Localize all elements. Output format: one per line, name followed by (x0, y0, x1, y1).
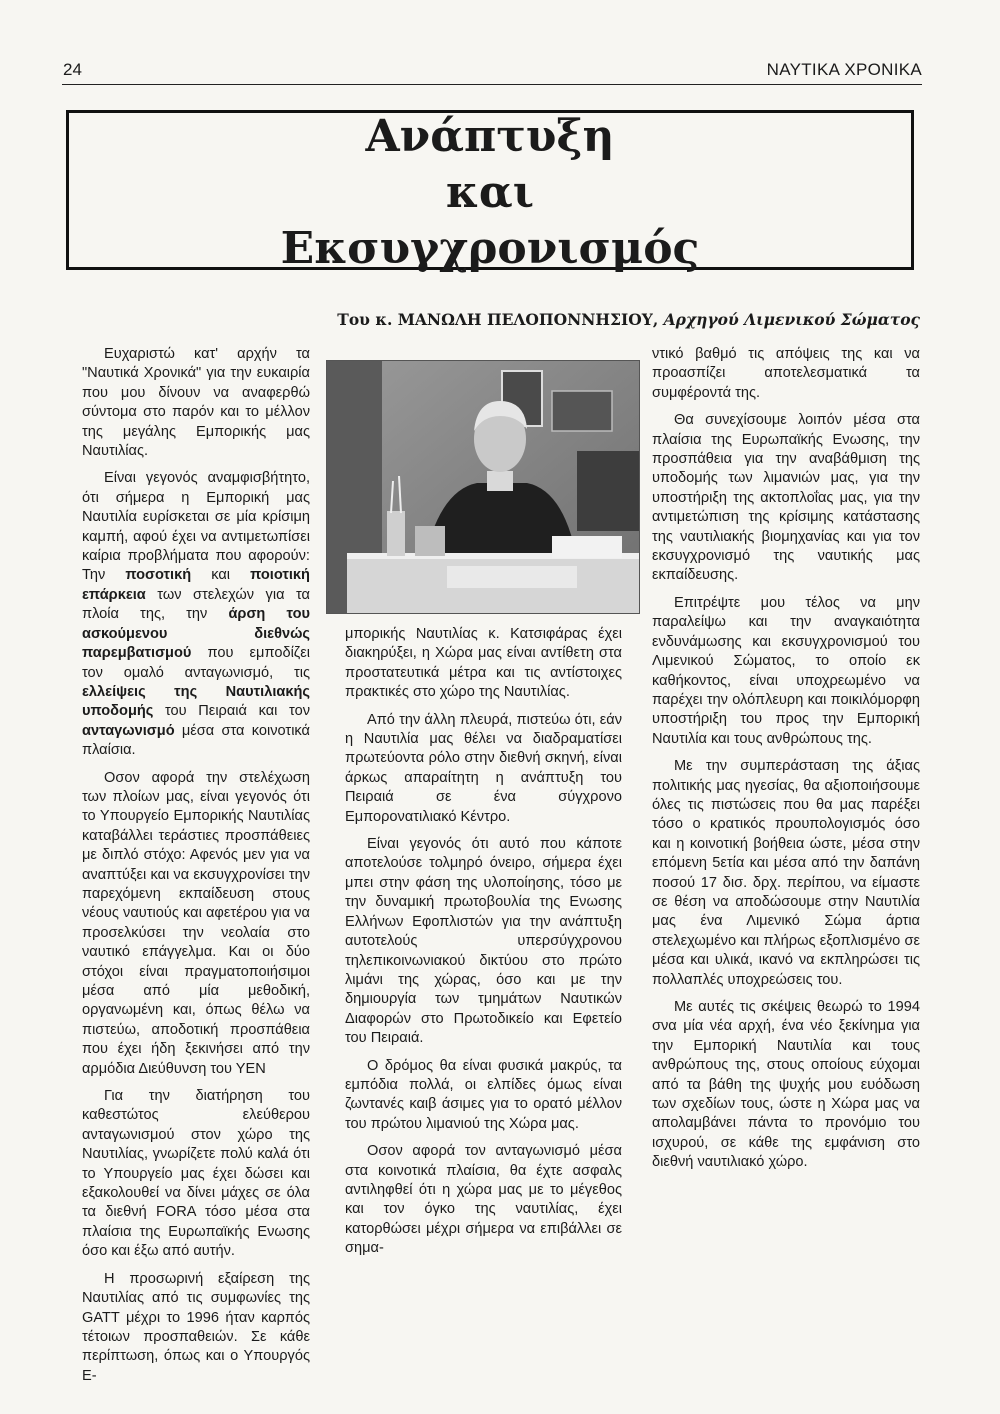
paragraph: Ο δρόμος θα είναι φυσικά μακρύς, τα εμπόδια πολλά, οι ελπίδες όμως είναι ζωντανές καιβ άσιμες για το ορατό μέλλον του πρώτου λιμανιού της Χώρα μας. (345, 1057, 622, 1132)
column-1 (82, 345, 310, 1394)
paragraph: Επιτρέψτε μου τέλος να μην παραλείψω και την αναγκαιότητα ενδυνάμωσης και εκσυγχρονισμού του Λιμενικού Σώματος, το οποίο εκ καθήκοντος, είναι υποχρεωμένο να παρέχει την ολόπλευρη και ποικιλόμορφη υποστήριξη του προς την Εμπορική Ναυτιλία και τους ανθρώπους της. (652, 594, 920, 747)
emphasis: άρση του ασκούμενου διεθνώς παρεμβατισμού (82, 606, 310, 662)
title-line-2: και (445, 167, 535, 218)
paragraph (82, 469, 310, 760)
emphasis: ανταγωνισμό (82, 722, 175, 739)
text-run: Είναι γεγονός αναμφισβήτητο, ότι σήμερα η Εμπορική μας Ναυτιλία ευρίσκεται σε μία κρίσιμη καμπή, αφού έχει να αντιμετωπίσει καίρια προβλήματα που αφορούν: Την (82, 470, 310, 584)
paragraph: ντικό βαθμό τις απόψεις της και να προασπίζει αποτελεσματικά τα συμφέροντά της. (652, 346, 920, 401)
paragraph: Για την διατήρηση του καθεστώτος ελεύθερου ανταγωνισμού στον χώρο της Ναυτιλίας, γνωρίζετε πολύ καλά ότι το Υπουργείο μας έχει δώσει και εξακολουθεί να δίνει μάχες σε όλα τα διεθνή FORA τόσο μέσα στα πλαίσια της Ευρωπαϊκής Ενωσης όσο και έξω από αυτήν. (82, 1088, 310, 1260)
magazine-name: ΝΑΥΤΙΚΑ ΧΡΟΝΙΚΑ (766, 60, 922, 79)
byline-author: Του κ. ΜΑΝΩΛΗ ΠΕΛΟΠΟΝΝΗΣΙΟΥ, (337, 310, 659, 329)
paragraph: Από την άλλη πλευρά, πιστεύω ότι, εάν η Ναυτιλία μας θέλει να διαδραματίσει πρωτεύοντα ρόλο στην διεθνή σκηνή, είναι άρκως απαραίτητη η ανάπτυξη του Πειραιά σε ένα σύγχρονο Εμπορονατιλιακό Κέντρο. (345, 711, 622, 825)
byline-role: Αρχηγού Λιμενικού Σώματος (663, 310, 920, 329)
text-run: που εμποδίζει τον ομαλό ανταγωνισμό, τις (82, 645, 310, 681)
paragraph: Η προσωρινή εξαίρεση της Ναυτιλίας από τις συμφωνίες της GATT μέχρι το 1996 ήταν καρπός τέτοιων προσπαθειών. Σε κάθε περίπτωση, όπως και ο Υπουργός Ε- (82, 1270, 310, 1384)
text-run: μέσα στα κοινοτικά πλαίσια. (82, 722, 310, 759)
paragraph: Με την συμπεράσταση της άξιας πολιτικής μας ηγεσίας, θα αξιοποιήσουμε όλες τις πιστώσεις που θα μας παρέξει τόσο ο κρατικός προυπολογισμός όσο και η κοινοτική βοήθεια ώστε, μέσα στην επόμενη 5ετία και μέσα από την δαπάνη ποσού 17 δισ. δρχ. περίπου, να είμαστε σε θέση να αποδώσουμε στην Ναυτιλία μας ένα Λιμενικό Σώμα άρτια στελεχωμένο και πλήρως εξοπλισμένο σε μέσα και υλικά, ικανό να εκπληρώσει τις πολλαπλές υποχρεώσεις του. (652, 758, 920, 988)
byline (337, 310, 920, 329)
paragraph: Οσον αφορά τον ανταγωνισμό μέσα στα κοινοτικά πλαίσια, θα έχτε ασφαλς αντιληφθεί ότι η χώρα μας με το μέγεθος και τον όγκο της ναυτιλίας, έχει κατορθώσει μέχρι σήμερα να επιβάλλει σε σημα- (345, 1143, 622, 1257)
paragraph: μπορικής Ναυτιλίας κ. Κατσιφάρας έχει διακηρύξει, η Χώρα μας είναι αντίθετη στα προστατευτικά μέτρα και τις αντίστοιχες πρακτικές στο χώρο της Ναυτιλίας. (345, 626, 622, 701)
title-box (66, 110, 914, 274)
text-run: του Πειραιά και τον (153, 703, 310, 720)
text-run: των στελεχών για τα πλοία της, την (82, 586, 310, 623)
header-rule (62, 84, 922, 85)
page-number: 24 (63, 60, 82, 79)
emphasis: ποιοτική επάρκεια (82, 567, 310, 603)
emphasis: ελλείψεις της Ναυτιλιακής υποδομής (82, 683, 310, 720)
paragraph: Με αυτές τις σκέψεις θεωρώ το 1994 σνα μία νέα αρχή, ένα νέο ξεκίνημα για την Εμπορική Ναυτιλία και τους ανθρώπους της, στους οποίους εύχομαι από τα βάθη της ψυχής μου ευόδωση των σχεδίων τους, ώστε η Χώρα μας να απολαμβάνει πάντα το προνόμιο του ισχυρού, σε κάθε της εμφάνιση στο διεθνή ναυτιλιακό χώρο. (652, 999, 920, 1171)
paragraph: Ευχαριστώ κατ' αρχήν τα "Ναυτικά Χρονικά" για την ευκαιρία που μου δίνουν να αναφερθώ σύντομα στο παρόν και το μέλλον της μεγάλης Εμπορικής μας Ναυτιλίας. (82, 346, 310, 460)
portrait-photo (327, 361, 639, 613)
paragraph: Θα συνεχίσουμε λοιπόν μέσα στα πλαίσια της Ευρωπαϊκής Ενωσης, την προσπάθεια για την αναβάθμιση της υποδομής των λιμανιών μας, για την υποστήριξη της ακτοπλοΐας μας, για την αντιμετώπιση της κρίσιμης κατάστασης της ναυτιλιακής βιομηχανίας και για τον εκσυγχρονισμό της ναυτικής μας εκπαίδευσης. (652, 412, 920, 584)
title-line-1: Ανάπτυξη (365, 111, 615, 162)
column-2 (345, 625, 622, 1267)
title-line-3: Εκσυγχρονισμός (280, 223, 700, 274)
text-run: και (191, 567, 251, 584)
paragraph: Είναι γεγονός ότι αυτό που κάποτε αποτελούσε τολμηρό όνειρο, σήμερα έχει μπει στην φάση της υλοποίησης, τόσο με την δυναμική πρωτοβουλία της Ενωσης Ελλήνων Εφοπλιστών για την ανάπτυξη αυτοτελούς υπερσύγχρονου τηλεπικοινωνιακού δικτύου στο πρώτο λιμάνι της χώρας, όσο και με την δημιουργία των τμημάτων Ναυτικών Διαφορών στο Πρωτοδικείο και Εφετείο του Πειραιά. (345, 836, 622, 1047)
emphasis: ποσοτική (125, 567, 192, 584)
paragraph: Οσον αφορά την στελέχωση των πλοίων μας, είναι γεγονός ότι το Υπουργείο Εμπορικής Ναυτιλίας καταβάλλει τεράστιες προσπάθειες με διπλό στόχο: Αφενός μεν για να αναπτύξει και να εκσυγχρονίσει την παρεχόμενη εκπαίδευση στους νέους ναυτιούς και αφετέρου για να προσελκύσει την νεολαία στο ναυτικό επάγγελμα. Και οι δύο στόχοι είναι πραγματοποιήσιμοι μέσα από μία μεθοδική, οργανωμένη και, όπως θέλω να πιστεύω, αποδοτική προσπάθεια που έχει ήδη ξεκινήσει από την αρμόδια Διεύθυνση του ΥΕΝ (82, 769, 310, 1077)
photo (326, 360, 640, 614)
column-3 (652, 345, 920, 1181)
